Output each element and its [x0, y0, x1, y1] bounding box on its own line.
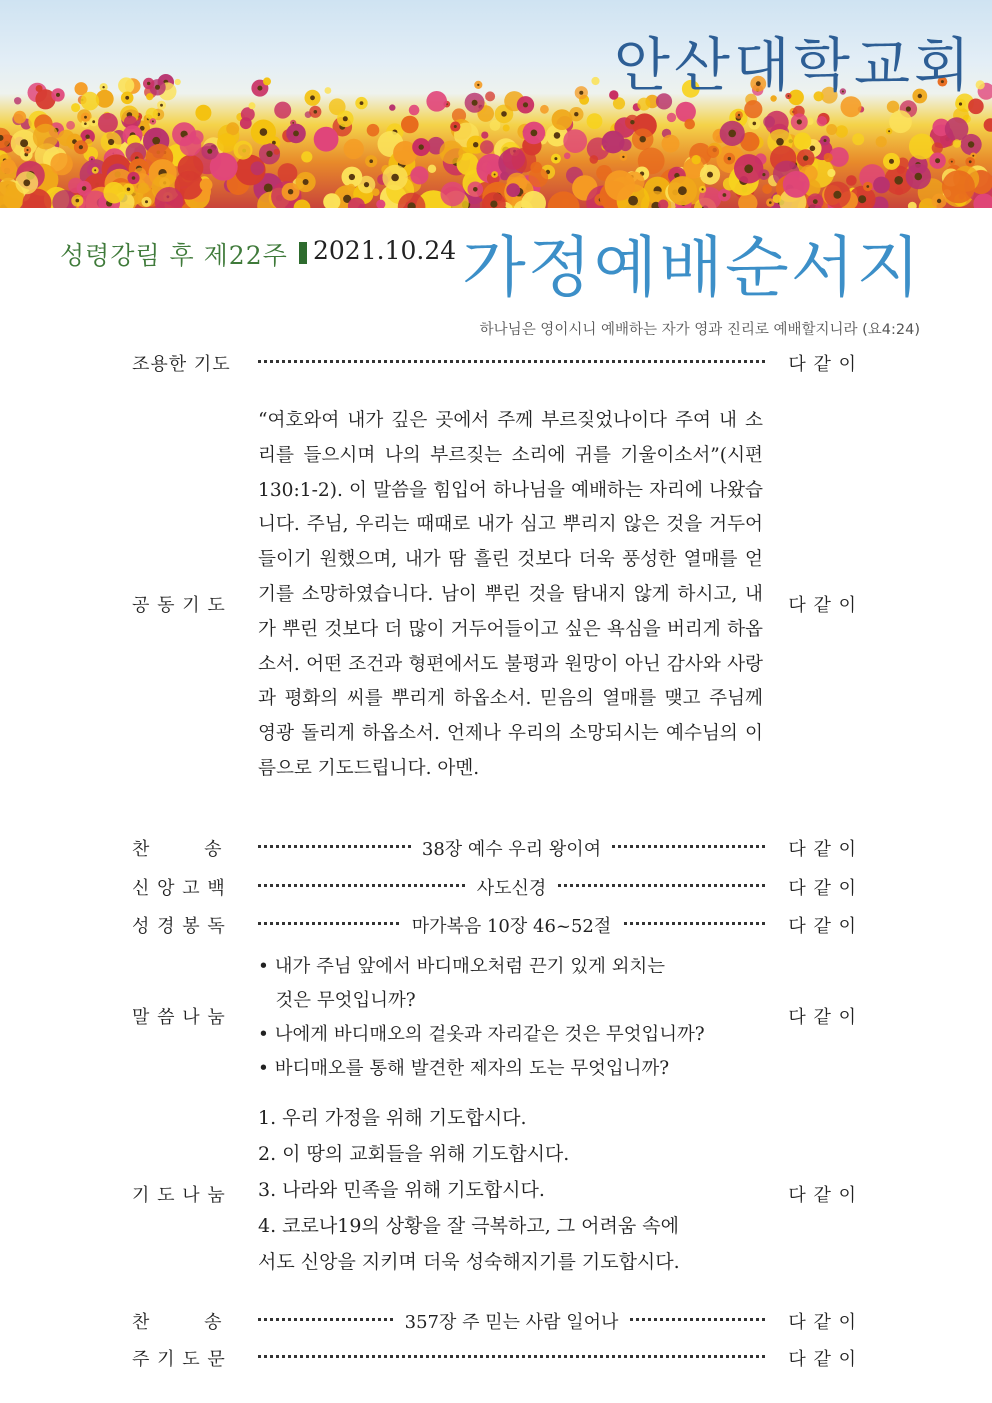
hymn-title: 357장 주 믿는 사람 일어나 — [395, 1312, 629, 1333]
item-label: 찬 송 — [132, 839, 223, 860]
prayer-topics — [258, 1100, 778, 1280]
service-date: 2021.10.24 — [313, 236, 457, 265]
order-hymn-1 — [132, 835, 857, 859]
prayer-topic: 4. 코로나19의 상황을 잘 극복하고, 그 어려움 속에 — [258, 1215, 679, 1237]
order-hymn-2 — [132, 1308, 857, 1332]
header-verse: 하나님은 영이시니 예배하는 자가 영과 진리로 예배할지니라 (요4:24) — [479, 322, 920, 338]
order-creed — [132, 874, 857, 898]
participant: 다 같 이 — [788, 878, 857, 899]
order-lords-prayer — [132, 1345, 857, 1369]
creed-name: 사도신경 — [467, 878, 557, 899]
prayer-topic: 1. 우리 가정을 위해 기도합시다. — [258, 1107, 527, 1129]
prayer-topic: 2. 이 땅의 교회들을 위해 기도합시다. — [258, 1143, 570, 1165]
sharing-questions — [258, 950, 773, 1086]
item-label: 신 앙 고 백 — [132, 878, 226, 899]
question-line: • 바디매오를 통해 발견한 제자의 도는 무엇입니까? — [258, 1058, 670, 1079]
prayer-topic: 서도 신앙을 지키며 더욱 성숙해지기를 기도합시다. — [258, 1251, 680, 1273]
item-label: 조용한 기도 — [132, 354, 231, 375]
participant: 다 같 이 — [788, 1349, 857, 1370]
hymn-title: 38장 예수 우리 왕이여 — [412, 839, 611, 860]
prayer-topic: 3. 나라와 민족을 위해 기도합시다. — [258, 1179, 545, 1201]
participant: 다 같 이 — [788, 354, 857, 375]
dotted-leader — [258, 1355, 765, 1358]
scripture-reference: 마가복음 10장 46~52절 — [402, 916, 622, 937]
church-name: 안산대학교회 — [613, 31, 974, 99]
order-silent-prayer — [132, 350, 857, 374]
item-label: 찬 송 — [132, 1312, 223, 1333]
item-label: 말 씀 나 눔 — [132, 1007, 226, 1028]
participant: 다 같 이 — [788, 1185, 857, 1206]
order-scripture — [132, 912, 857, 936]
participant: 다 같 이 — [788, 1312, 857, 1333]
prayer-paragraph: “여호와여 내가 깊은 곳에서 주께 부르짖었나이다 주여 내 소리를 들으시며 나의 부르짖는 소리에 귀를 기울이소서”(시편 130:1-2). 이 말씀을 힘입어 하나님을 예배하는 자리에 나왔습니다. 주님, 우리는 때때로 내가 심고 뿌리지 않은 것을 거두어들이기 원했으며, 내가 땀 흘린 것보다 더욱 풍성한 열매를 얻기를 소망하였습니다. 남이 뿌린 것을 탐내지 않게 하시고, 내가 뿌린 것보다 더 많이 거두어들이고 싶은 욕심을 버리게 하옵소서. 어떤 조건과 형편에서도 불평과 원망이 아닌 감사와 사랑과 평화의 씨를 뿌리게 하옵소서. 믿음의 열매를 맺고 주님께 영광 돌리게 하옵소서. 언제나 우리의 소망되시는 예수님의 이름으로 기도드립니다. 아멘. — [258, 410, 763, 779]
participant: 다 같 이 — [788, 839, 857, 860]
item-label: 공 동 기 도 — [132, 595, 226, 616]
dotted-leader — [258, 360, 765, 363]
liturgical-season: 성령강림 후 제22주 — [60, 241, 288, 270]
question-line: 것은 무엇입니까? — [258, 990, 416, 1011]
flower-banner — [0, 0, 992, 208]
common-prayer-text — [258, 404, 763, 787]
participant: 다 같 이 — [788, 595, 857, 616]
item-label: 성 경 봉 독 — [132, 916, 226, 937]
page-title: 가정예배순서지 — [462, 229, 923, 306]
item-label: 주 기 도 문 — [132, 1349, 226, 1370]
participant: 다 같 이 — [788, 1007, 857, 1028]
divider-bar — [299, 242, 307, 264]
question-line: • 내가 주님 앞에서 바디매오처럼 끈기 있게 외치는 — [258, 956, 666, 977]
participant: 다 같 이 — [788, 916, 857, 937]
item-label: 기 도 나 눔 — [132, 1185, 226, 1206]
question-line: • 나에게 바디매오의 겉옷과 자리같은 것은 무엇입니까? — [258, 1024, 705, 1045]
